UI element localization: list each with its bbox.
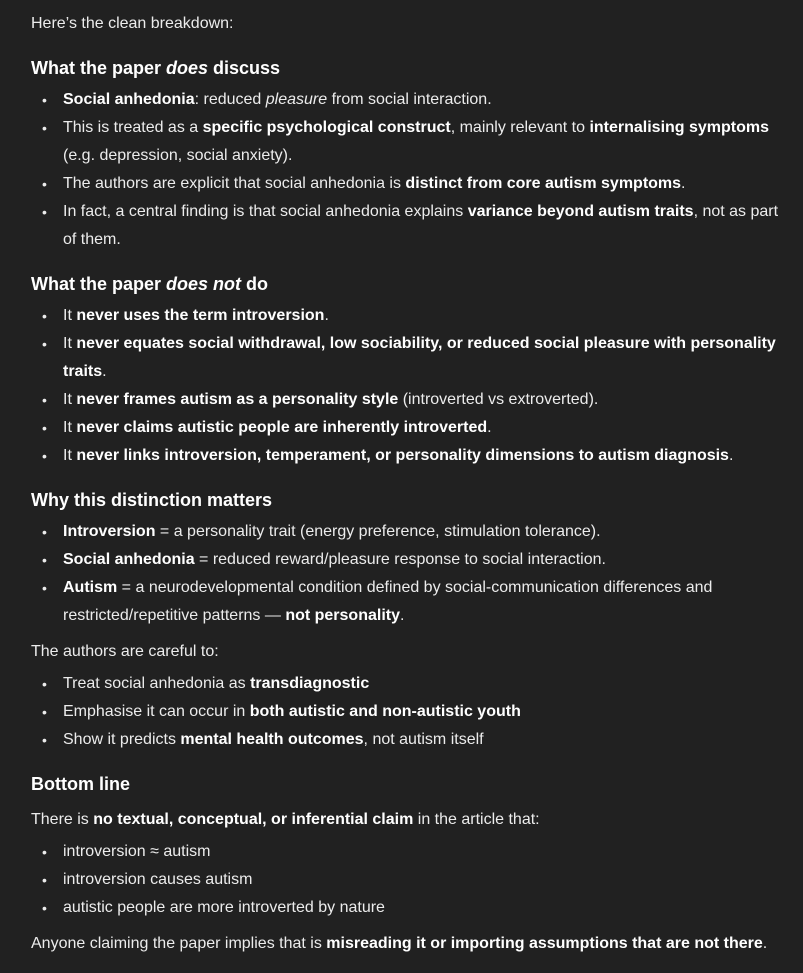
list-item xyxy=(31,670,786,698)
bold-text-run: mental health outcomes xyxy=(180,731,364,748)
list-item xyxy=(31,330,786,386)
list-item xyxy=(31,574,786,630)
text-run: , not autism itself xyxy=(363,731,484,748)
text-run: = a personality trait (energy preference, stimulation tolerance). xyxy=(155,523,601,540)
text-run: (introverted vs extroverted). xyxy=(398,391,599,408)
bullet-list xyxy=(31,302,786,470)
list-item xyxy=(31,838,786,866)
list-item xyxy=(31,698,786,726)
paragraph xyxy=(31,10,786,38)
list-item xyxy=(31,302,786,330)
bold-text-run: not personality xyxy=(285,607,400,624)
text-run: . xyxy=(762,935,768,952)
bold-text-run: never uses the term introversion xyxy=(76,307,325,324)
bold-text-run: specific psychological construct xyxy=(202,119,451,136)
section-heading xyxy=(31,770,786,798)
text-run: Emphasise it can occur in xyxy=(63,703,250,720)
bold-text-run: Introversion xyxy=(63,523,156,540)
text-run: = reduced reward/pleasure response to social interaction. xyxy=(194,551,606,568)
text-run: It xyxy=(63,307,77,324)
bold-text-run: both autistic and non-autistic youth xyxy=(249,703,521,720)
paragraph xyxy=(31,806,786,834)
list-item xyxy=(31,386,786,414)
text-run: in the article that: xyxy=(413,811,540,828)
text-run: Show it predicts xyxy=(63,731,181,748)
list-item xyxy=(31,414,786,442)
text-run: , not as part of them. xyxy=(63,203,779,248)
bold-text-run: never equates social withdrawal, low sociability, or reduced social pleasure with personality traits xyxy=(63,335,776,380)
text-run: Treat social anhedonia as xyxy=(63,675,251,692)
list-item xyxy=(31,894,786,922)
text-run: In fact, a central finding is that social anhedonia explains xyxy=(63,203,468,220)
bold-text-run: never frames autism as a personality style xyxy=(76,391,399,408)
text-run: . xyxy=(324,307,329,324)
list-item xyxy=(31,518,786,546)
bullet-list xyxy=(31,86,786,254)
text-run: discuss xyxy=(208,58,281,78)
text-run: introversion ≈ autism xyxy=(63,843,211,860)
paragraph xyxy=(31,638,786,666)
italic-text-run: does xyxy=(166,58,209,78)
text-run: do xyxy=(241,274,269,294)
text-run: It xyxy=(63,419,77,436)
text-run: . xyxy=(487,419,492,436)
list-item xyxy=(31,198,786,254)
text-run: What the paper xyxy=(31,274,167,294)
text-run: Bottom line xyxy=(31,774,130,794)
bullet-list xyxy=(31,838,786,922)
section-heading xyxy=(31,54,786,82)
bold-text-run: Social anhedonia xyxy=(63,551,195,568)
paragraph xyxy=(31,930,786,958)
text-run: Why this distinction matters xyxy=(31,490,273,510)
text-run: (e.g. depression, social anxiety). xyxy=(63,147,293,164)
text-run: It xyxy=(63,335,77,352)
text-run: : reduced xyxy=(194,91,266,108)
bold-text-run: misreading it or importing assumptions that are not there xyxy=(326,935,763,952)
italic-text-run: pleasure xyxy=(265,91,328,108)
text-run: Anyone claiming the paper implies that is xyxy=(31,935,327,952)
text-run: from social interaction. xyxy=(327,91,492,108)
bold-text-run: transdiagnostic xyxy=(250,675,370,692)
bold-text-run: Autism xyxy=(63,579,118,596)
section-heading xyxy=(31,270,786,298)
text-run: Here’s the clean breakdown: xyxy=(31,15,234,32)
text-run: It xyxy=(63,447,77,464)
bold-text-run: distinct from core autism symptoms xyxy=(405,175,682,192)
text-run: . xyxy=(728,447,734,464)
text-run: . xyxy=(400,607,405,624)
bold-text-run: variance beyond autism traits xyxy=(467,203,694,220)
text-run: What the paper xyxy=(31,58,167,78)
bold-text-run: Social anhedonia xyxy=(63,91,195,108)
list-item xyxy=(31,866,786,894)
text-run: It xyxy=(63,391,77,408)
text-run: . xyxy=(681,175,686,192)
list-item xyxy=(31,114,786,170)
text-run: The authors are explicit that social anhedonia is xyxy=(63,175,406,192)
list-item xyxy=(31,86,786,114)
bullet-list xyxy=(31,518,786,630)
list-item xyxy=(31,442,786,470)
text-run: autistic people are more introverted by nature xyxy=(63,899,385,916)
bold-text-run: never claims autistic people are inherently introverted xyxy=(76,419,488,436)
section-heading xyxy=(31,486,786,514)
bullet-list xyxy=(31,670,786,754)
list-item xyxy=(31,726,786,754)
text-run: . xyxy=(102,363,107,380)
bold-text-run: no textual, conceptual, or inferential claim xyxy=(93,811,414,828)
text-run: The authors are careful to: xyxy=(31,643,219,660)
list-item xyxy=(31,546,786,574)
bold-text-run: never links introversion, temperament, or personality dimensions to autism diagnosis xyxy=(76,447,729,464)
text-run: There is xyxy=(31,811,94,828)
message-content xyxy=(31,10,786,958)
text-run: This is treated as a xyxy=(63,119,203,136)
text-run: = a neurodevelopmental condition defined by social-communication differences and restricted/repetitive patterns — xyxy=(63,579,713,624)
bold-text-run: internalising symptoms xyxy=(589,119,770,136)
text-run: introversion causes autism xyxy=(63,871,253,888)
italic-text-run: does not xyxy=(166,274,242,294)
text-run: , mainly relevant to xyxy=(450,119,590,136)
list-item xyxy=(31,170,786,198)
